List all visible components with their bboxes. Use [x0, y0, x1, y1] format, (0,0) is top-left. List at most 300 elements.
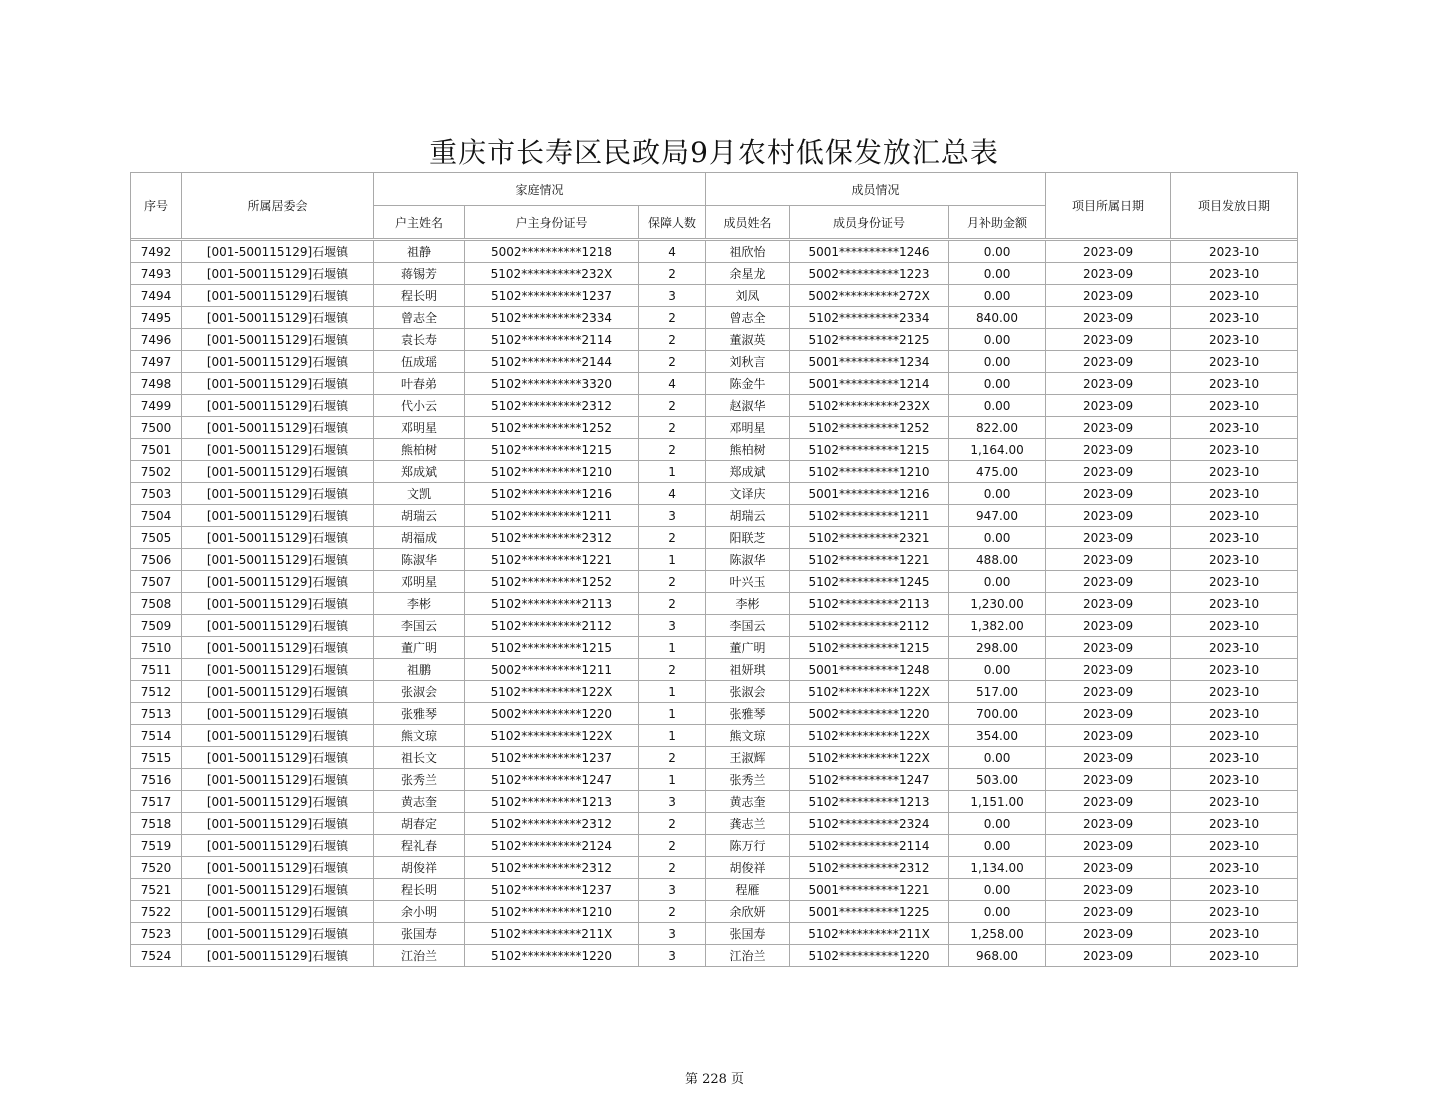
cell-issue-date: 2023-10	[1171, 395, 1298, 417]
cell-head-id: 5102**********2112	[465, 615, 639, 637]
cell-member-name: 陈金牛	[706, 373, 790, 395]
cell-member-id: 5102**********2112	[790, 615, 949, 637]
cell-member-id: 5102**********1210	[790, 461, 949, 483]
cell-subsidy: 488.00	[949, 549, 1046, 571]
table-row	[131, 549, 1298, 571]
cell-covered: 1	[639, 681, 706, 703]
cell-committee: [001-500115129]石堰镇	[182, 527, 374, 549]
cell-committee: [001-500115129]石堰镇	[182, 857, 374, 879]
cell-committee: [001-500115129]石堰镇	[182, 813, 374, 835]
cell-member-name: 熊文琼	[706, 725, 790, 747]
cell-committee: [001-500115129]石堰镇	[182, 835, 374, 857]
cell-period: 2023-09	[1046, 461, 1171, 483]
cell-subsidy: 0.00	[949, 373, 1046, 395]
cell-issue-date: 2023-10	[1171, 571, 1298, 593]
cell-committee: [001-500115129]石堰镇	[182, 923, 374, 945]
cell-head-id: 5102**********1213	[465, 791, 639, 813]
cell-covered: 1	[639, 703, 706, 725]
cell-head-name: 熊柏树	[374, 439, 465, 461]
cell-period: 2023-09	[1046, 769, 1171, 791]
cell-covered: 2	[639, 263, 706, 285]
cell-head-name: 郑成斌	[374, 461, 465, 483]
cell-committee: [001-500115129]石堰镇	[182, 417, 374, 439]
cell-subsidy: 0.00	[949, 571, 1046, 593]
cell-head-id: 5102**********2144	[465, 351, 639, 373]
cell-period: 2023-09	[1046, 615, 1171, 637]
cell-issue-date: 2023-10	[1171, 351, 1298, 373]
cell-member-id: 5102**********2321	[790, 527, 949, 549]
cell-subsidy: 1,230.00	[949, 593, 1046, 615]
cell-committee: [001-500115129]石堰镇	[182, 351, 374, 373]
cell-subsidy: 1,151.00	[949, 791, 1046, 813]
cell-head-id: 5102**********1237	[465, 879, 639, 901]
cell-head-name: 李彬	[374, 593, 465, 615]
cell-issue-date: 2023-10	[1171, 329, 1298, 351]
table-row	[131, 725, 1298, 747]
cell-covered: 3	[639, 615, 706, 637]
cell-issue-date: 2023-10	[1171, 813, 1298, 835]
cell-member-id: 5001**********1246	[790, 241, 949, 263]
cell-period: 2023-09	[1046, 703, 1171, 725]
cell-committee: [001-500115129]石堰镇	[182, 879, 374, 901]
table-row	[131, 681, 1298, 703]
cell-head-name: 李国云	[374, 615, 465, 637]
cell-head-id: 5102**********2312	[465, 395, 639, 417]
cell-member-name: 江治兰	[706, 945, 790, 967]
cell-member-name: 李国云	[706, 615, 790, 637]
cell-head-name: 袁长寿	[374, 329, 465, 351]
cell-member-name: 余欣妍	[706, 901, 790, 923]
cell-covered: 4	[639, 483, 706, 505]
cell-member-name: 王淑辉	[706, 747, 790, 769]
cell-covered: 1	[639, 637, 706, 659]
table-row	[131, 659, 1298, 681]
cell-member-name: 张秀兰	[706, 769, 790, 791]
cell-head-id: 5102**********1252	[465, 417, 639, 439]
cell-member-id: 5102**********1247	[790, 769, 949, 791]
cell-member-name: 龚志兰	[706, 813, 790, 835]
cell-member-name: 胡瑞云	[706, 505, 790, 527]
cell-seq: 7504	[131, 505, 182, 527]
cell-head-name: 程长明	[374, 285, 465, 307]
cell-issue-date: 2023-10	[1171, 483, 1298, 505]
cell-head-name: 程长明	[374, 879, 465, 901]
cell-head-id: 5102**********2312	[465, 857, 639, 879]
cell-period: 2023-09	[1046, 791, 1171, 813]
cell-committee: [001-500115129]石堰镇	[182, 241, 374, 263]
header-head-id: 户主身份证号	[465, 206, 639, 239]
cell-subsidy: 0.00	[949, 659, 1046, 681]
cell-head-id: 5102**********1210	[465, 901, 639, 923]
table-row	[131, 835, 1298, 857]
cell-member-name: 程雁	[706, 879, 790, 901]
cell-member-name: 郑成斌	[706, 461, 790, 483]
cell-head-id: 5102**********1220	[465, 945, 639, 967]
cell-covered: 3	[639, 923, 706, 945]
cell-issue-date: 2023-10	[1171, 879, 1298, 901]
cell-issue-date: 2023-10	[1171, 505, 1298, 527]
cell-period: 2023-09	[1046, 483, 1171, 505]
cell-committee: [001-500115129]石堰镇	[182, 901, 374, 923]
cell-covered: 3	[639, 879, 706, 901]
table-row	[131, 351, 1298, 373]
table-body	[131, 239, 1298, 967]
cell-head-name: 熊文琼	[374, 725, 465, 747]
cell-head-name: 伍成瑶	[374, 351, 465, 373]
cell-member-name: 董淑英	[706, 329, 790, 351]
cell-covered: 3	[639, 285, 706, 307]
cell-head-name: 胡春定	[374, 813, 465, 835]
cell-head-name: 胡瑞云	[374, 505, 465, 527]
cell-covered: 2	[639, 901, 706, 923]
cell-committee: [001-500115129]石堰镇	[182, 659, 374, 681]
cell-head-name: 江治兰	[374, 945, 465, 967]
cell-head-id: 5102**********122X	[465, 681, 639, 703]
cell-period: 2023-09	[1046, 659, 1171, 681]
cell-head-name: 陈淑华	[374, 549, 465, 571]
cell-head-id: 5102**********1221	[465, 549, 639, 571]
cell-member-name: 张雅琴	[706, 703, 790, 725]
cell-head-id: 5002**********1211	[465, 659, 639, 681]
cell-committee: [001-500115129]石堰镇	[182, 681, 374, 703]
cell-period: 2023-09	[1046, 879, 1171, 901]
cell-seq: 7514	[131, 725, 182, 747]
cell-head-id: 5102**********1216	[465, 483, 639, 505]
cell-member-id: 5102**********1220	[790, 945, 949, 967]
cell-period: 2023-09	[1046, 439, 1171, 461]
cell-head-id: 5102**********1215	[465, 637, 639, 659]
cell-period: 2023-09	[1046, 923, 1171, 945]
cell-member-id: 5001**********1221	[790, 879, 949, 901]
cell-member-id: 5001**********1234	[790, 351, 949, 373]
cell-seq: 7518	[131, 813, 182, 835]
cell-period: 2023-09	[1046, 263, 1171, 285]
cell-seq: 7503	[131, 483, 182, 505]
cell-issue-date: 2023-10	[1171, 263, 1298, 285]
cell-covered: 3	[639, 945, 706, 967]
table-row	[131, 505, 1298, 527]
cell-member-name: 董广明	[706, 637, 790, 659]
cell-covered: 2	[639, 307, 706, 329]
cell-seq: 7524	[131, 945, 182, 967]
cell-member-id: 5102**********1211	[790, 505, 949, 527]
header-covered: 保障人数	[639, 206, 706, 239]
cell-seq: 7512	[131, 681, 182, 703]
cell-member-name: 刘凤	[706, 285, 790, 307]
cell-period: 2023-09	[1046, 593, 1171, 615]
cell-issue-date: 2023-10	[1171, 637, 1298, 659]
page-title: 重庆市长寿区民政局9月农村低保发放汇总表	[429, 136, 999, 169]
cell-seq: 7508	[131, 593, 182, 615]
header-issue-date: 项目发放日期	[1171, 173, 1298, 239]
cell-period: 2023-09	[1046, 681, 1171, 703]
cell-covered: 2	[639, 857, 706, 879]
cell-seq: 7495	[131, 307, 182, 329]
cell-covered: 2	[639, 439, 706, 461]
cell-issue-date: 2023-10	[1171, 901, 1298, 923]
cell-covered: 4	[639, 373, 706, 395]
cell-member-name: 陈淑华	[706, 549, 790, 571]
cell-committee: [001-500115129]石堰镇	[182, 593, 374, 615]
cell-period: 2023-09	[1046, 417, 1171, 439]
cell-committee: [001-500115129]石堰镇	[182, 615, 374, 637]
cell-covered: 2	[639, 527, 706, 549]
cell-issue-date: 2023-10	[1171, 417, 1298, 439]
table-row	[131, 923, 1298, 945]
cell-member-id: 5102**********1221	[790, 549, 949, 571]
cell-member-id: 5001**********1214	[790, 373, 949, 395]
cell-period: 2023-09	[1046, 901, 1171, 923]
header-member-id: 成员身份证号	[790, 206, 949, 239]
cell-head-name: 黄志奎	[374, 791, 465, 813]
cell-seq: 7517	[131, 791, 182, 813]
cell-seq: 7516	[131, 769, 182, 791]
table-row	[131, 901, 1298, 923]
cell-subsidy: 354.00	[949, 725, 1046, 747]
cell-member-id: 5001**********1225	[790, 901, 949, 923]
cell-head-id: 5102**********232X	[465, 263, 639, 285]
cell-member-id: 5102**********1215	[790, 637, 949, 659]
cell-committee: [001-500115129]石堰镇	[182, 571, 374, 593]
cell-issue-date: 2023-10	[1171, 923, 1298, 945]
cell-subsidy: 0.00	[949, 329, 1046, 351]
table-row	[131, 329, 1298, 351]
header-member-name: 成员姓名	[706, 206, 790, 239]
cell-seq: 7501	[131, 439, 182, 461]
cell-member-name: 叶兴玉	[706, 571, 790, 593]
cell-head-name: 胡俊祥	[374, 857, 465, 879]
cell-issue-date: 2023-10	[1171, 791, 1298, 813]
cell-seq: 7510	[131, 637, 182, 659]
cell-issue-date: 2023-10	[1171, 439, 1298, 461]
cell-head-id: 5102**********1215	[465, 439, 639, 461]
cell-head-name: 祖鹏	[374, 659, 465, 681]
cell-subsidy: 700.00	[949, 703, 1046, 725]
cell-member-id: 5102**********1252	[790, 417, 949, 439]
cell-covered: 2	[639, 659, 706, 681]
cell-seq: 7496	[131, 329, 182, 351]
cell-covered: 2	[639, 747, 706, 769]
cell-head-name: 蒋锡芳	[374, 263, 465, 285]
cell-member-id: 5102**********1245	[790, 571, 949, 593]
cell-committee: [001-500115129]石堰镇	[182, 769, 374, 791]
cell-head-id: 5102**********1210	[465, 461, 639, 483]
cell-seq: 7506	[131, 549, 182, 571]
cell-subsidy: 0.00	[949, 813, 1046, 835]
cell-member-name: 张国寿	[706, 923, 790, 945]
table-row	[131, 417, 1298, 439]
cell-subsidy: 0.00	[949, 285, 1046, 307]
cell-member-name: 张淑会	[706, 681, 790, 703]
cell-committee: [001-500115129]石堰镇	[182, 395, 374, 417]
cell-period: 2023-09	[1046, 285, 1171, 307]
cell-head-name: 祖长文	[374, 747, 465, 769]
table-row	[131, 395, 1298, 417]
cell-member-name: 余星龙	[706, 263, 790, 285]
cell-member-name: 黄志奎	[706, 791, 790, 813]
cell-subsidy: 0.00	[949, 395, 1046, 417]
cell-subsidy: 822.00	[949, 417, 1046, 439]
cell-covered: 2	[639, 571, 706, 593]
cell-issue-date: 2023-10	[1171, 703, 1298, 725]
cell-subsidy: 517.00	[949, 681, 1046, 703]
cell-seq: 7511	[131, 659, 182, 681]
cell-subsidy: 0.00	[949, 263, 1046, 285]
cell-issue-date: 2023-10	[1171, 549, 1298, 571]
cell-subsidy: 1,164.00	[949, 439, 1046, 461]
cell-member-name: 文译庆	[706, 483, 790, 505]
header-member-group: 成员情况	[706, 173, 1046, 206]
table-row	[131, 637, 1298, 659]
cell-period: 2023-09	[1046, 835, 1171, 857]
cell-subsidy: 475.00	[949, 461, 1046, 483]
cell-seq: 7493	[131, 263, 182, 285]
header-seq: 序号	[131, 173, 182, 239]
cell-member-id: 5002**********1220	[790, 703, 949, 725]
cell-period: 2023-09	[1046, 527, 1171, 549]
cell-seq: 7498	[131, 373, 182, 395]
cell-member-id: 5102**********211X	[790, 923, 949, 945]
cell-seq: 7499	[131, 395, 182, 417]
cell-member-id: 5102**********1215	[790, 439, 949, 461]
cell-member-id: 5102**********2113	[790, 593, 949, 615]
cell-committee: [001-500115129]石堰镇	[182, 703, 374, 725]
cell-head-id: 5102**********2113	[465, 593, 639, 615]
cell-head-id: 5102**********2114	[465, 329, 639, 351]
cell-committee: [001-500115129]石堰镇	[182, 747, 374, 769]
table-row	[131, 483, 1298, 505]
table-row	[131, 593, 1298, 615]
cell-head-name: 胡福成	[374, 527, 465, 549]
header-committee: 所属居委会	[182, 173, 374, 239]
cell-committee: [001-500115129]石堰镇	[182, 307, 374, 329]
cell-committee: [001-500115129]石堰镇	[182, 945, 374, 967]
cell-subsidy: 1,258.00	[949, 923, 1046, 945]
cell-period: 2023-09	[1046, 351, 1171, 373]
cell-period: 2023-09	[1046, 571, 1171, 593]
table-row	[131, 769, 1298, 791]
cell-head-name: 张淑会	[374, 681, 465, 703]
table-row	[131, 527, 1298, 549]
cell-member-id: 5102**********122X	[790, 747, 949, 769]
cell-subsidy: 0.00	[949, 241, 1046, 263]
cell-issue-date: 2023-10	[1171, 747, 1298, 769]
cell-covered: 2	[639, 351, 706, 373]
cell-committee: [001-500115129]石堰镇	[182, 373, 374, 395]
header-subsidy: 月补助金额	[949, 206, 1046, 239]
cell-period: 2023-09	[1046, 395, 1171, 417]
cell-committee: [001-500115129]石堰镇	[182, 505, 374, 527]
cell-covered: 3	[639, 505, 706, 527]
cell-seq: 7507	[131, 571, 182, 593]
table-row	[131, 307, 1298, 329]
page-number: 第 228 页	[684, 1072, 745, 1087]
table-row	[131, 241, 1298, 263]
cell-seq: 7522	[131, 901, 182, 923]
cell-head-name: 董广明	[374, 637, 465, 659]
cell-issue-date: 2023-10	[1171, 615, 1298, 637]
cell-member-id: 5102**********2114	[790, 835, 949, 857]
cell-committee: [001-500115129]石堰镇	[182, 461, 374, 483]
cell-covered: 1	[639, 725, 706, 747]
cell-issue-date: 2023-10	[1171, 681, 1298, 703]
cell-covered: 4	[639, 241, 706, 263]
cell-subsidy: 0.00	[949, 483, 1046, 505]
table-row	[131, 461, 1298, 483]
cell-member-id: 5001**********1248	[790, 659, 949, 681]
cell-head-id: 5102**********1252	[465, 571, 639, 593]
table-row	[131, 747, 1298, 769]
header-period: 项目所属日期	[1046, 173, 1171, 239]
cell-head-id: 5102**********1237	[465, 747, 639, 769]
cell-head-name: 祖静	[374, 241, 465, 263]
cell-subsidy: 298.00	[949, 637, 1046, 659]
table-row	[131, 615, 1298, 637]
cell-head-id: 5002**********1220	[465, 703, 639, 725]
cell-committee: [001-500115129]石堰镇	[182, 549, 374, 571]
cell-period: 2023-09	[1046, 637, 1171, 659]
cell-member-id: 5002**********272X	[790, 285, 949, 307]
table-row	[131, 791, 1298, 813]
cell-head-id: 5002**********1218	[465, 241, 639, 263]
table-row	[131, 857, 1298, 879]
cell-subsidy: 503.00	[949, 769, 1046, 791]
cell-period: 2023-09	[1046, 549, 1171, 571]
header-head-name: 户主姓名	[374, 206, 465, 239]
cell-period: 2023-09	[1046, 945, 1171, 967]
cell-member-name: 刘秋言	[706, 351, 790, 373]
cell-head-id: 5102**********1237	[465, 285, 639, 307]
cell-issue-date: 2023-10	[1171, 835, 1298, 857]
cell-head-id: 5102**********3320	[465, 373, 639, 395]
cell-subsidy: 947.00	[949, 505, 1046, 527]
cell-member-name: 阳联芝	[706, 527, 790, 549]
cell-member-id: 5102**********2125	[790, 329, 949, 351]
cell-member-name: 曾志全	[706, 307, 790, 329]
cell-covered: 2	[639, 329, 706, 351]
cell-subsidy: 1,134.00	[949, 857, 1046, 879]
cell-issue-date: 2023-10	[1171, 725, 1298, 747]
cell-committee: [001-500115129]石堰镇	[182, 791, 374, 813]
table-row	[131, 439, 1298, 461]
cell-seq: 7492	[131, 241, 182, 263]
cell-covered: 2	[639, 835, 706, 857]
cell-committee: [001-500115129]石堰镇	[182, 439, 374, 461]
cell-period: 2023-09	[1046, 373, 1171, 395]
cell-member-id: 5001**********1216	[790, 483, 949, 505]
table-row	[131, 879, 1298, 901]
table-row	[131, 285, 1298, 307]
cell-subsidy: 0.00	[949, 747, 1046, 769]
cell-seq: 7500	[131, 417, 182, 439]
cell-member-name: 陈万行	[706, 835, 790, 857]
cell-head-id: 5102**********2334	[465, 307, 639, 329]
cell-issue-date: 2023-10	[1171, 307, 1298, 329]
cell-member-id: 5102**********122X	[790, 681, 949, 703]
cell-member-id: 5102**********122X	[790, 725, 949, 747]
cell-seq: 7497	[131, 351, 182, 373]
cell-head-name: 张国寿	[374, 923, 465, 945]
cell-head-name: 余小明	[374, 901, 465, 923]
table-row	[131, 373, 1298, 395]
cell-member-name: 邓明星	[706, 417, 790, 439]
cell-member-name: 祖妍琪	[706, 659, 790, 681]
cell-member-id: 5102**********2312	[790, 857, 949, 879]
cell-covered: 3	[639, 791, 706, 813]
cell-head-name: 张雅琴	[374, 703, 465, 725]
cell-head-name: 邓明星	[374, 571, 465, 593]
cell-issue-date: 2023-10	[1171, 593, 1298, 615]
